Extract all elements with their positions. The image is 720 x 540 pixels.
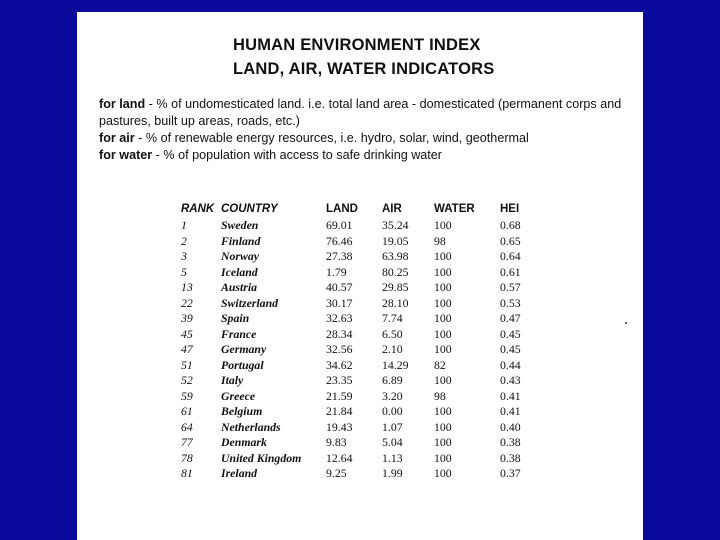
- air-cell: 14.29: [382, 357, 409, 372]
- air-cell: 3.20: [382, 388, 403, 403]
- water-cell: 98: [434, 388, 446, 403]
- rank-cell: 5: [181, 264, 187, 279]
- table-row: [181, 404, 540, 420]
- definition-label: for land: [99, 97, 146, 111]
- document-title: HUMAN ENVIRONMENT INDEX: [233, 36, 481, 54]
- table-row: [181, 280, 540, 296]
- rank-cell: 47: [181, 342, 193, 357]
- air-cell: 28.10: [382, 295, 409, 310]
- table-row: [181, 389, 540, 405]
- water-cell: 100: [434, 435, 452, 450]
- definition-text: - % of population with access to safe drinking water: [152, 148, 442, 162]
- rank-cell: 77: [181, 435, 193, 450]
- table-row: [181, 249, 540, 265]
- land-cell: 9.25: [326, 466, 347, 481]
- land-cell: 40.57: [326, 280, 353, 295]
- air-cell: 1.99: [382, 466, 403, 481]
- rank-cell: 45: [181, 326, 193, 341]
- table-row: [181, 451, 540, 467]
- water-cell: 100: [434, 419, 452, 434]
- hei-cell: 0.57: [500, 280, 521, 295]
- water-cell: 100: [434, 450, 452, 465]
- water-cell: 100: [434, 249, 452, 264]
- air-cell: 6.50: [382, 326, 403, 341]
- country-cell: Netherlands: [221, 419, 281, 434]
- water-cell: 100: [434, 280, 452, 295]
- rank-cell: 1: [181, 218, 187, 233]
- air-cell: 6.89: [382, 373, 403, 388]
- definition-air: [99, 130, 629, 147]
- water-cell: 98: [434, 233, 446, 248]
- land-cell: 27.38: [326, 249, 353, 264]
- hei-cell: 0.53: [500, 295, 521, 310]
- table-row: [181, 373, 540, 389]
- water-cell: 100: [434, 373, 452, 388]
- rank-cell: 51: [181, 357, 193, 372]
- hei-cell: 0.61: [500, 264, 521, 279]
- table-row: [181, 358, 540, 374]
- air-cell: 63.98: [382, 249, 409, 264]
- table-row: [181, 311, 540, 327]
- definition-water: [99, 147, 629, 164]
- water-cell: 100: [434, 311, 452, 326]
- country-cell: France: [221, 326, 257, 341]
- rank-cell: 64: [181, 419, 193, 434]
- header-country: COUNTRY: [221, 203, 278, 215]
- hei-cell: 0.41: [500, 388, 521, 403]
- header-land: LAND: [326, 203, 358, 215]
- hei-cell: 0.68: [500, 218, 521, 233]
- land-cell: 9.83: [326, 435, 347, 450]
- air-cell: 7.74: [382, 311, 403, 326]
- land-cell: 19.43: [326, 419, 353, 434]
- table-row: [181, 435, 540, 451]
- water-cell: 100: [434, 264, 452, 279]
- header-hei: HEI: [500, 203, 520, 215]
- air-cell: 0.00: [382, 404, 403, 419]
- land-cell: 30.17: [326, 295, 353, 310]
- hei-cell: 0.43: [500, 373, 521, 388]
- hei-cell: 0.64: [500, 249, 521, 264]
- land-cell: 1.79: [326, 264, 347, 279]
- country-cell: Denmark: [221, 435, 267, 450]
- header-rank: RANK: [181, 203, 215, 215]
- hei-table: [181, 202, 540, 482]
- land-cell: 34.62: [326, 357, 353, 372]
- air-cell: 2.10: [382, 342, 403, 357]
- hei-cell: 0.47: [500, 311, 521, 326]
- country-cell: Italy: [221, 373, 244, 388]
- hei-cell: 0.65: [500, 233, 521, 248]
- definition-label: for water: [99, 148, 153, 162]
- header-air: AIR: [382, 203, 402, 215]
- land-cell: 21.59: [326, 388, 353, 403]
- country-cell: Ireland: [221, 466, 258, 481]
- country-cell: Greece: [221, 388, 256, 403]
- table-row: [181, 234, 540, 250]
- water-cell: 100: [434, 404, 452, 419]
- air-cell: 29.85: [382, 280, 409, 295]
- definition-text: - % of renewable energy resources, i.e. hydro, solar, wind, geothermal: [134, 131, 529, 145]
- hei-cell: 0.40: [500, 419, 521, 434]
- air-cell: 19.05: [382, 233, 409, 248]
- land-cell: 32.56: [326, 342, 353, 357]
- definition-label: for air: [99, 131, 135, 145]
- table-row: [181, 466, 540, 482]
- country-cell: Spain: [221, 311, 250, 326]
- country-cell: Germany: [221, 342, 267, 357]
- hei-cell: 0.37: [500, 466, 521, 481]
- rank-cell: 22: [181, 295, 193, 310]
- country-cell: United Kingdom: [221, 450, 302, 465]
- stray-mark: [625, 322, 627, 324]
- document-subtitle: LAND, AIR, WATER INDICATORS: [233, 60, 495, 78]
- land-cell: 69.01: [326, 218, 353, 233]
- rank-cell: 2: [181, 233, 187, 248]
- water-cell: 100: [434, 326, 452, 341]
- water-cell: 100: [434, 342, 452, 357]
- table-row: [181, 420, 540, 436]
- land-cell: 76.46: [326, 233, 353, 248]
- hei-cell: 0.41: [500, 404, 521, 419]
- rank-cell: 13: [181, 280, 193, 295]
- land-cell: 12.64: [326, 450, 353, 465]
- rank-cell: 52: [181, 373, 193, 388]
- rank-cell: 61: [181, 404, 193, 419]
- rank-cell: 78: [181, 450, 193, 465]
- document-page: [77, 12, 643, 540]
- table-row: [181, 296, 540, 312]
- definition-land: [99, 96, 629, 130]
- land-cell: 23.35: [326, 373, 353, 388]
- table-row: [181, 265, 540, 281]
- hei-cell: 0.45: [500, 342, 521, 357]
- table-row: [181, 218, 540, 234]
- country-cell: Norway: [221, 249, 260, 264]
- table-row: [181, 342, 540, 358]
- water-cell: 82: [434, 357, 446, 372]
- table-header-row: [181, 202, 540, 218]
- country-cell: Switzerland: [221, 295, 279, 310]
- rank-cell: 39: [181, 311, 193, 326]
- country-cell: Austria: [221, 280, 258, 295]
- country-cell: Belgium: [221, 404, 263, 419]
- definition-text: - % of undomesticated land. i.e. total land area - domesticated (permanent corps and pastures, built up areas, roads, etc.): [99, 97, 622, 128]
- country-cell: Finland: [221, 233, 261, 248]
- hei-cell: 0.44: [500, 357, 521, 372]
- land-cell: 32.63: [326, 311, 353, 326]
- air-cell: 80.25: [382, 264, 409, 279]
- country-cell: Sweden: [221, 218, 259, 233]
- hei-cell: 0.45: [500, 326, 521, 341]
- table-body: [181, 218, 540, 482]
- air-cell: 5.04: [382, 435, 403, 450]
- rank-cell: 3: [181, 249, 187, 264]
- header-water: WATER: [434, 203, 475, 215]
- water-cell: 100: [434, 466, 452, 481]
- country-cell: Portugal: [221, 357, 264, 372]
- definitions: [99, 96, 629, 164]
- land-cell: 28.34: [326, 326, 353, 341]
- land-cell: 21.84: [326, 404, 353, 419]
- water-cell: 100: [434, 295, 452, 310]
- air-cell: 1.13: [382, 450, 403, 465]
- rank-cell: 59: [181, 388, 193, 403]
- rank-cell: 81: [181, 466, 193, 481]
- country-cell: Iceland: [221, 264, 258, 279]
- air-cell: 35.24: [382, 218, 409, 233]
- hei-cell: 0.38: [500, 435, 521, 450]
- air-cell: 1.07: [382, 419, 403, 434]
- table-row: [181, 327, 540, 343]
- hei-cell: 0.38: [500, 450, 521, 465]
- water-cell: 100: [434, 218, 452, 233]
